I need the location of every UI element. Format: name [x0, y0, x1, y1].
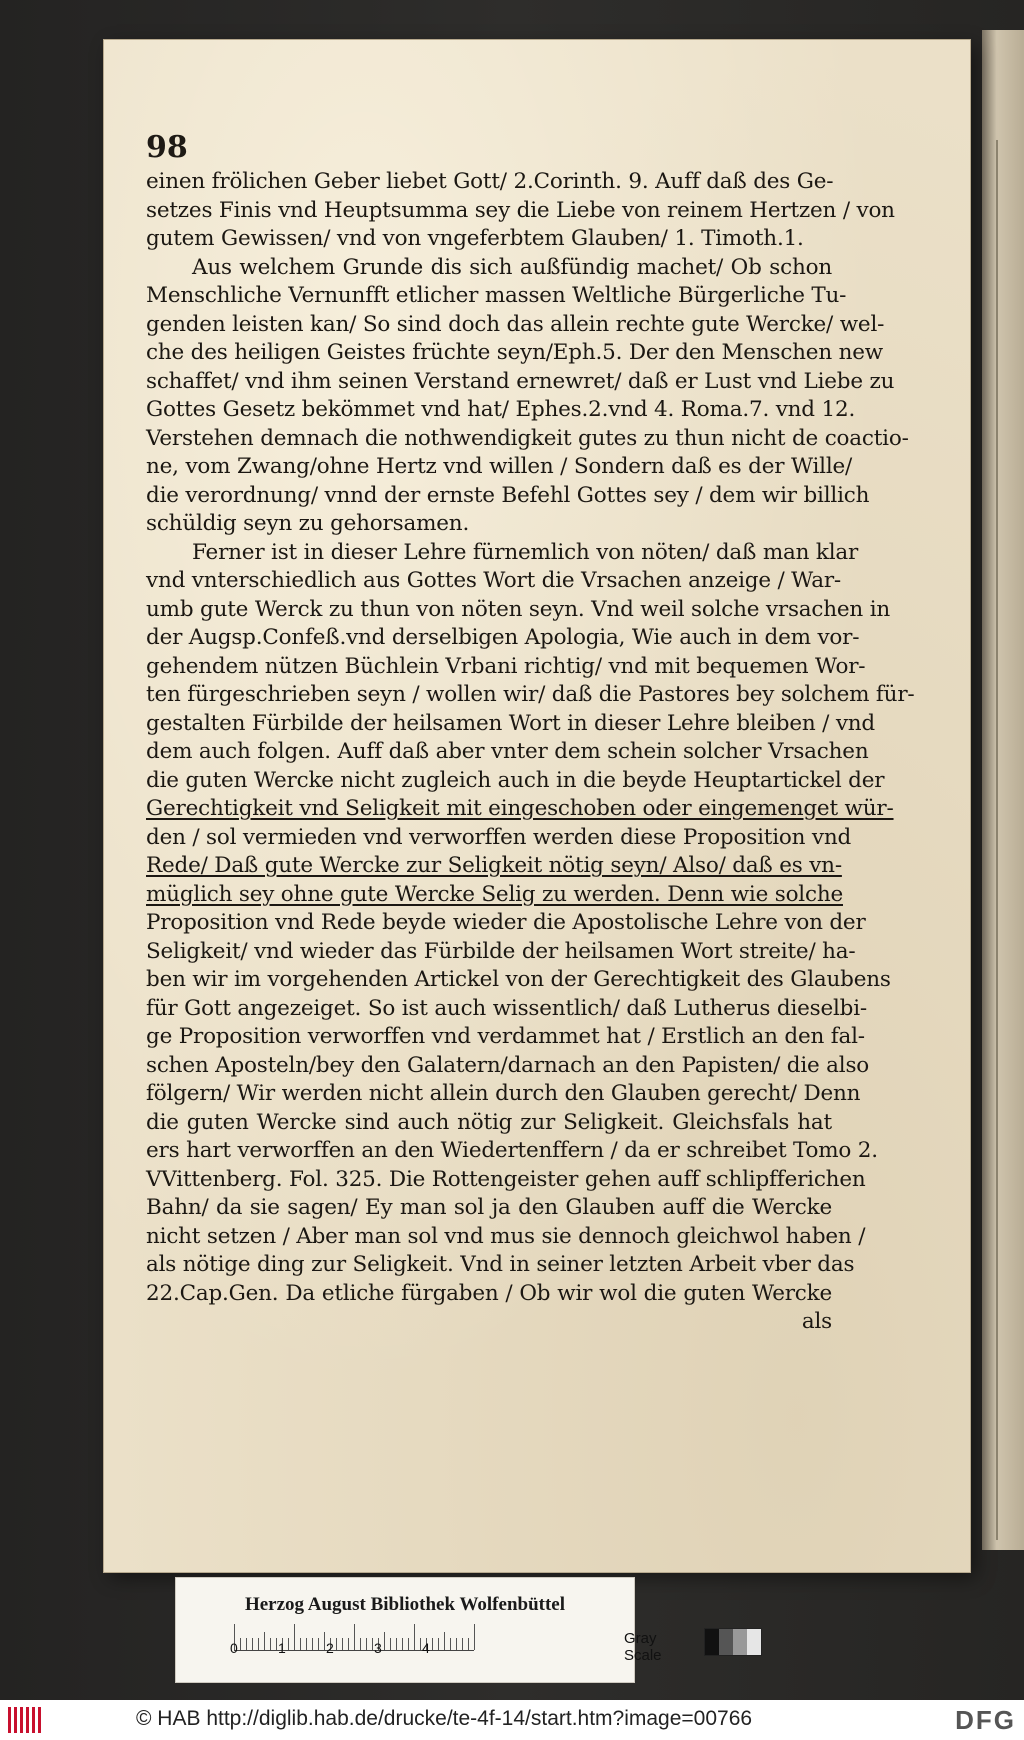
text-line: dem auch folgen. Auff daß aber vnter dem schein solcher Vrsachen	[146, 739, 869, 764]
footer-bar	[0, 1700, 1024, 1740]
gray-scale-label: Gray Scale	[624, 1630, 662, 1664]
text-line: Ferner ist in dieser Lehre fürnemlich von nöten/ daß man klar	[192, 539, 859, 565]
ruler-number: 2	[326, 1640, 334, 1656]
ruler-tick	[474, 1624, 475, 1650]
text-line: ten fürgeschrieben seyn / wollen wir/ daß die Pastores bey solchem für-	[146, 682, 915, 707]
ruler-number: 0	[230, 1640, 238, 1656]
text-line: umb gute Werck zu thun von nöten seyn. Vnd weil solche vrsachen in	[146, 596, 891, 622]
text-line: die guten Wercke nicht zugleich auch in die beyde Heuptartickel der	[146, 767, 885, 793]
text-line: Proposition vnd Rede beyde wieder die Apostolische Lehre von der	[146, 910, 866, 935]
ruler-tick	[414, 1624, 415, 1650]
text-line: fölgern/ Wir werden nicht allein durch den Glauben gerecht/ Denn	[146, 1081, 861, 1106]
ruler-number: 3	[374, 1640, 382, 1656]
ruler-tick	[402, 1638, 403, 1650]
ruler-tick	[408, 1638, 409, 1650]
text-line: ne, vom Zwang/ohne Hertz vnd willen / Sondern daß es der Wille/	[146, 454, 853, 479]
ruler-tick	[348, 1638, 349, 1650]
ruler-tick	[318, 1638, 319, 1650]
text-line: die guten Wercke sind auch nötig zur Seligkeit. Gleichsfals hat	[146, 1109, 832, 1135]
ruler-tick	[324, 1632, 325, 1650]
ruler-tick	[450, 1638, 451, 1650]
text-line: einen frölichen Geber liebet Gott/ 2.Corinth. 9. Auff daß des Ge-	[146, 169, 834, 194]
ruler-tick	[438, 1638, 439, 1650]
ruler-tick	[456, 1638, 457, 1650]
text-line: die verordnung/ vnnd der ernste Befehl Gottes sey / dem wir billich	[146, 482, 870, 508]
text-line: für Gott angezeiget. So ist auch wissentlich/ daß Lutherus dieselbi-	[146, 995, 867, 1021]
ruler-tick	[306, 1638, 307, 1650]
text-line-underlined: Gerechtigkeit vnd Seligkeit mit eingeschoben oder eingemenget wür-	[146, 796, 894, 821]
catchword: als	[801, 1309, 832, 1334]
text-line: che des heiligen Geistes früchte seyn/Eph.5. Der den Menschen new	[146, 340, 883, 365]
color-scale-card	[176, 1578, 662, 1682]
text-line: nicht setzen / Aber man sol vnd mus sie dennoch gleichwol haben /	[146, 1223, 866, 1249]
text-line-underlined: Rede/ Daß gute Wercke zur Seligkeit nötig seyn/ Also/ daß es vn-	[146, 853, 842, 878]
gray-scale-swatches	[704, 1628, 762, 1656]
facing-page-edge	[982, 30, 1024, 1550]
ruler-tick	[384, 1632, 385, 1650]
text-line: gutem Gewissen/ vnd von vngeferbtem Glauben/ 1. Timoth.1.	[146, 226, 804, 251]
source-url[interactable]: © HAB http://diglib.hab.de/drucke/te-4f-14/start.htm?image=00766	[136, 1707, 753, 1730]
hab-logo-icon	[8, 1707, 46, 1733]
text-line: VVittenberg. Fol. 325. Die Rottengeister gehen auff schlipfferichen	[146, 1166, 866, 1192]
text-line: Aus welchem Grunde dis sich außfündig machet/ Ob schon	[192, 254, 832, 280]
text-line: 22.Cap.Gen. Da etliche fürgaben / Ob wir wol die guten Wercke	[146, 1280, 832, 1306]
text-line: schaffet/ vnd ihm seinen Verstand ernewret/ daß er Lust vnd Liebe zu	[146, 368, 895, 394]
dfg-logo: DFG	[955, 1705, 1016, 1735]
ruler-tick	[294, 1624, 295, 1650]
text-line: gehendem nützen Büchlein Vrbani richtig/ vnd mit bequemen Wor-	[146, 653, 866, 679]
text-line: schüldig seyn zu gehorsamen.	[146, 511, 470, 536]
ruler-tick	[336, 1638, 337, 1650]
ruler-tick	[360, 1638, 361, 1650]
page-fold	[996, 140, 998, 1540]
ruler-ticks	[234, 1624, 474, 1651]
text-line-underlined: müglich sey ohne gute Wercke Selig zu werden. Denn wie solche	[146, 881, 843, 907]
ruler-tick	[420, 1638, 421, 1650]
text-line: als nötige ding zur Seligkeit. Vnd in seiner letzten Arbeit vber das	[146, 1252, 855, 1277]
text-line: Gottes Gesetz bekömmet vnd hat/ Ephes.2.vnd 4. Roma.7. vnd 12.	[146, 397, 856, 422]
text-line: Verstehen demnach die nothwendigkeit gutes zu thun nicht de coactio-	[146, 425, 909, 451]
ruler-tick	[372, 1638, 373, 1650]
ruler-tick	[270, 1638, 271, 1650]
text-line: Bahn/ da sie sagen/ Ey man sol ja den Glauben auff die Wercke	[146, 1195, 832, 1220]
text-line: ben wir im vorgehenden Artickel von der Gerechtigkeit des Glaubens	[146, 967, 891, 992]
text-line: gestalten Fürbilde der heilsamen Wort in dieser Lehre bleiben / vnd	[146, 710, 875, 736]
ruler-tick	[462, 1638, 463, 1650]
ruler-tick	[396, 1638, 397, 1650]
ruler-number: 4	[422, 1640, 430, 1656]
text-line: schen Aposteln/bey den Galatern/darnach an den Papisten/ die also	[146, 1052, 870, 1078]
ruler-tick	[252, 1638, 253, 1650]
ruler-tick	[390, 1638, 391, 1650]
ruler-tick	[444, 1632, 445, 1650]
ruler-tick	[288, 1638, 289, 1650]
library-name: Herzog August Bibliothek Wolfenbüttel	[244, 1594, 566, 1615]
text-line: ers hart verworffen an den Wiedertenffern / da er schreibet Tomo 2.	[146, 1138, 878, 1163]
ruler-tick	[312, 1638, 313, 1650]
ruler-tick	[276, 1638, 277, 1650]
ruler-tick	[240, 1638, 241, 1650]
ruler-tick	[432, 1638, 433, 1650]
text-line: ge Proposition verworffen vnd verdammet hat / Erstlich an den fal-	[146, 1024, 865, 1049]
ruler-tick	[258, 1638, 259, 1650]
ruler-tick	[300, 1638, 301, 1650]
ruler-tick	[468, 1638, 469, 1650]
text-line: der Augsp.Confeß.vnd derselbigen Apologia, Wie auch in dem vor-	[146, 625, 860, 650]
text-line: vnd vnterschiedlich aus Gottes Wort die Vrsachen anzeige / War-	[146, 568, 841, 593]
ruler-tick	[342, 1638, 343, 1650]
ruler-tick	[354, 1624, 355, 1650]
ruler-tick	[246, 1638, 247, 1650]
page-text	[146, 130, 915, 1337]
ruler-tick	[366, 1638, 367, 1650]
page-number: 98	[146, 130, 188, 165]
text-line: den / sol vermieden vnd verworffen werden diese Proposition vnd	[146, 824, 852, 850]
text-line: Menschliche Vernunfft etlicher massen Weltliche Bürgerliche Tu-	[146, 283, 847, 308]
ruler-number: 1	[278, 1640, 286, 1656]
ruler-tick	[264, 1632, 265, 1650]
text-line: Seligkeit/ vnd wieder das Fürbilde der heilsamen Wort streite/ ha-	[146, 938, 856, 964]
text-line: setzes Finis vnd Heuptsumma sey die Liebe von reinem Hertzen / von	[146, 197, 895, 223]
text-line: genden leisten kan/ So sind doch das allein rechte gute Wercke/ wel-	[146, 311, 885, 337]
